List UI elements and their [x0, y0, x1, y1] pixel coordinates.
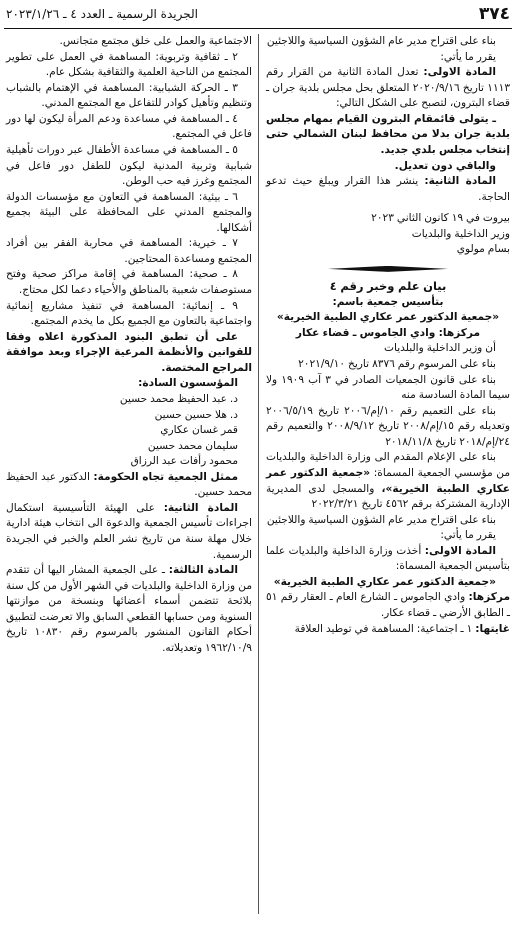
- goal-7: ٧ ـ خيرية: المساهمة في محاربة الفقر بين أفراد المجتمع ومساعدة المحتاجين.: [6, 237, 252, 265]
- based-on-decree: بناء على المرسوم رقم ٨٣٧٦ تاريخ ٢٠٢١/٩/١٠: [298, 358, 496, 371]
- article-1-text: تعدل المادة الثانية من القرار رقم ١١١٣ تاريخ ٢٠٢٠/٩/١٦ المتعلق بحل مجلس بلدية جران ـ قضاء البترون، لتصبح على الشكل التالي:: [266, 66, 511, 110]
- l-article-3-label: المادة الثالثة:: [168, 564, 238, 577]
- notification-assoc-name: «جمعية الدكتور عمر عكاري الطبية الخيرية»،: [266, 466, 510, 495]
- hq-label: مركزها:: [468, 591, 511, 604]
- section-separator: [328, 266, 448, 272]
- founder-item: د. هلا حسين حسين: [154, 408, 238, 421]
- association-name: «جمعية الدكتور عمر عكاري الطبية الخيرية»: [276, 311, 500, 324]
- notice-subtitle: بتأسيس جمعية باسم:: [332, 295, 444, 308]
- rep-label: ممثل الجمعية تجاه الحكومة:: [93, 470, 238, 483]
- l-article-3: [6, 563, 252, 656]
- article-2-text: ينشر هذا القرار ويبلغ حيث تدعو الحاجة.: [266, 175, 510, 203]
- decides-line: يقرر ما يأتي:: [440, 50, 496, 63]
- goal-6: ٦ ـ بيئية: المساهمة في التعاون مع مؤسسات الدولة والمجتمع المدني على المحافظة على البيئة بجميع أشكالها.: [6, 190, 252, 234]
- signature-place-date: بيروت في ١٩ كانون الثاني ٢٠٢٣: [371, 212, 510, 225]
- column-divider: [258, 34, 259, 914]
- page-number: ٣٧٤: [478, 4, 510, 24]
- signature-title: وزير الداخلية والبلديات: [411, 227, 510, 240]
- rep-text: الدكتور عبد الحفيظ محمد حسين.: [6, 470, 252, 499]
- based-on-notification: [266, 450, 510, 512]
- apply-clause: على أن تطبق البنود المذكورة اعلاه وفقا للقوانين والأنظمة المرعية الإجراء وبعد موافقة المراجع المختصة.: [6, 330, 252, 374]
- government-representative: [6, 470, 252, 501]
- signature-block: [266, 211, 510, 258]
- l-article-2-label: المادة الثانية:: [163, 501, 239, 514]
- goal-5: ٥ ـ المساهمة في مساعدة الأطفال عبر دورات تأهيلية شبابية وتربية المدنية ليكون للطفل دور فاعل في المجتمع وغرز فيه حب الوطن.: [6, 143, 252, 188]
- l-article-2-text: على الهيئة التأسيسية استكمال اجراءات تأسيس الجمعية والدعوة الى انتخاب هيئة ادارية خلال مهلة سنة من تاريخ نشر العلم والخبر في الجريدة الرسمية.: [6, 501, 252, 561]
- goal-8: ٨ ـ صحية: المساهمة في إقامة مراكز صحية وفتح مستوصفات شعبية بالمناطق والأحياء دعما لكل محتاج.: [6, 268, 252, 296]
- article-1-label: المادة الاولى:: [423, 66, 496, 79]
- based-on-circulars: بناء على التعميم رقم ١٠/إم/٢٠٠٦ تاريخ ٢٠٠٦/٥/١٩ وتعديله رقم ١٥/إم/٢٠٠٨ تاريخ ٢٠٠٨/٩/١٢ والتعميم رقم ٢٤/إم/٢٠١٨ تاريخ ٢٠١٨/١١/٨: [266, 404, 510, 448]
- l-article-2: [6, 501, 252, 563]
- founder-item: قمر غسان عكاري: [160, 424, 238, 437]
- article-2-label: المادة الثانية:: [424, 175, 497, 188]
- goals-line: [266, 622, 510, 638]
- notification-text: بناء على الإعلام المقدم الى وزارة الداخلية والبلديات من مؤسسي الجمعية المسماة:: [266, 451, 510, 479]
- page-header: [4, 0, 512, 29]
- decides-line-2: يقرر ما يأتي:: [440, 529, 496, 542]
- article-2: [266, 174, 510, 205]
- intro-paragraph: بناء على اقتراح مدير عام الشؤون السياسية واللاجئين: [266, 35, 496, 47]
- left-column: [6, 34, 252, 934]
- founder-item: سليمان محمد حسين: [147, 439, 238, 452]
- founder-item: محمود رأفات عبد الرزاق: [130, 455, 238, 468]
- b-article-1-text: أخذت وزارة الداخلية والبلديات علما بتأسيس الجمعية المسماة:: [266, 544, 510, 573]
- goals-text: ١ ـ اجتماعية: المساهمة في توطيد العلاقة: [294, 622, 473, 635]
- journal-issue-line: الجريدة الرسمية ـ العدد ٤ ـ ٢٠٢٣/١/٢٦: [6, 7, 198, 21]
- goals-continuation: الاجتماعية والعمل على خلق مجتمع متجانس.: [59, 35, 252, 47]
- b-article-1-name: «جمعية الدكتور عمر عكاري الطبية الخيرية»: [273, 575, 496, 588]
- based-on-law: بناء على قانون الجمعيات الصادر في ٣ آب ١٩٠٩ ولا سيما المادة السادسة منه: [266, 373, 510, 402]
- b-article-1: [266, 544, 510, 575]
- based-on-proposal: بناء على اقتراح مدير عام الشؤون السياسية واللاجئين: [266, 513, 496, 526]
- article-1: [266, 65, 510, 112]
- goal-3: ٣ ـ الحركة الشبابية: المساهمة في الإهتمام بالشباب وتنظيم وتأهيل كوادر للتفاعل مع المجتمع المدني.: [6, 81, 252, 110]
- founders-title: المؤسسون السادة:: [138, 377, 238, 390]
- hq-line: [266, 590, 510, 621]
- l-article-3-text: ـ على الجمعية المشار اليها أن تتقدم من وزارة الداخلية والبلديات في الشهر الأول من كل سنة بلائحة تتضمن أسماء أعضائها وبنسخة من موازنتها السنوية ومن حسابها القطعي السابق والا تعرضت لتطبيق أحكام القانون المنشور بالمرسوم رقم ١٠٨٣٠ تاريخ ١٩٦٢/١٠/٩ وتعديلاته.: [6, 564, 252, 654]
- right-column: [266, 34, 510, 934]
- b-article-1-label: المادة الاولى:: [424, 544, 496, 557]
- goal-4: ٤ ـ المساهمة في مساعدة ودعم المرأة ليكون لها دور فاعل في المجتمع.: [6, 112, 252, 141]
- article-1-rest: والباقي دون تعديل.: [394, 159, 496, 172]
- goal-2: ٢ ـ ثقافية وتربوية: المساهمة في العمل على تطوير المجتمع من الناحية العلمية والثقافية بشكل عام.: [6, 50, 252, 79]
- goal-9: ٩ ـ إنمائية: المساهمة في تنفيذ مشاريع إنمائية واجتماعية بالتعاون مع الجميع بكل ما يخدم المجتمع.: [6, 299, 252, 328]
- signature-name: بسام مولوي: [456, 243, 510, 256]
- founder-item: د. عبد الحفيظ محمد حسين: [119, 392, 238, 405]
- goals-label: غايتها:: [475, 622, 510, 635]
- minister-line: أن وزير الداخلية والبلديات: [384, 342, 496, 355]
- notice-title: بيان علم وخبر رقم ٤: [329, 278, 447, 293]
- notification-registration: والمسجل لدى المديرية الإدارية المشتركة برقم ٤٥٦٢ تاريخ ٢٠٢٢/٣/٢١: [266, 482, 510, 511]
- association-hq: مركزها: وادي الجاموس ـ قضاء عكار: [295, 326, 481, 339]
- hq-text: وادي الجاموس ـ الشارع العام ـ العقار رقم ٥١ ـ الطابق الأرضي ـ قضاء عكار.: [266, 591, 510, 620]
- article-1-quote: ـ يتولى قائمقام البترون القيام بمهام مجلس بلدية جران بدلا من محافظ لبنان الشمالي حتى إنتخاب مجلس بلدي جديد.: [266, 112, 510, 156]
